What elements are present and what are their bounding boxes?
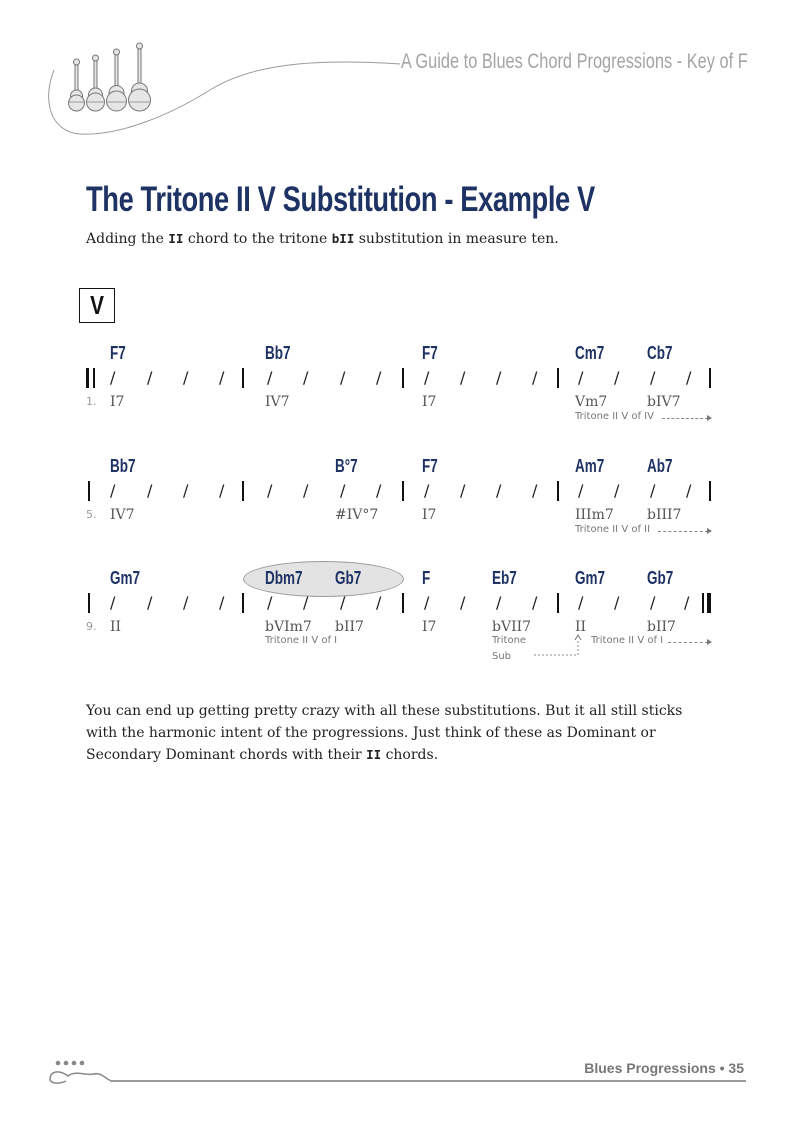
beat-slash: /: [303, 593, 309, 612]
beat-slash: /: [303, 368, 309, 387]
measure-number: 1.: [86, 395, 97, 408]
beat-slash: /: [110, 481, 116, 500]
roman-numeral: bVII7: [492, 619, 532, 635]
beat-slash: /: [219, 368, 225, 387]
example-label: V: [90, 290, 104, 320]
beat-slash: /: [424, 368, 430, 387]
chord-symbol: Cm7: [575, 343, 605, 363]
beat-slash: /: [147, 593, 153, 612]
roman-numeral: bIII7: [647, 507, 682, 523]
roman-numeral: Vm7: [575, 394, 608, 410]
start-repeat-bar-thin: [93, 368, 95, 388]
chord-symbol: Ab7: [647, 456, 673, 476]
bar-line: [88, 481, 90, 501]
footer-rule: [110, 1080, 746, 1082]
beat-slash: /: [614, 481, 620, 500]
measure-number: 5.: [86, 508, 97, 521]
chord-symbol: F7: [422, 343, 438, 363]
beat-slash: /: [496, 368, 502, 387]
beat-slash: /: [496, 593, 502, 612]
beat-slash: /: [183, 368, 189, 387]
beat-slash: /: [219, 593, 225, 612]
annotation-tritone: Tritone II V of IV: [575, 411, 654, 422]
intro-chord-ii: II: [168, 231, 184, 246]
beat-slash: /: [303, 481, 309, 500]
annotation-tritone: Tritone II V of I: [265, 635, 338, 646]
roman-numeral: bVIm7: [265, 619, 312, 635]
sub-connector-arrow-icon: [532, 634, 584, 658]
beat-slash: /: [424, 593, 430, 612]
beat-slash: /: [532, 368, 538, 387]
end-repeat-bar-thin: [702, 593, 704, 613]
roman-numeral: #IV°7: [335, 507, 379, 523]
beat-slash: /: [424, 481, 430, 500]
beat-slash: /: [110, 368, 116, 387]
beat-slash: /: [267, 368, 273, 387]
chord-symbol: Dbm7: [265, 568, 303, 588]
intro-chord-bii: bII: [331, 231, 355, 246]
roman-numeral: IV7: [110, 507, 135, 523]
annotation-sub-label: Sub: [492, 651, 512, 662]
beat-slash: /: [460, 481, 466, 500]
bar-line: [242, 481, 244, 501]
beat-slash: /: [496, 481, 502, 500]
roman-numeral: bII7: [335, 619, 364, 635]
chord-symbol: F7: [422, 456, 438, 476]
bar-line: [557, 368, 559, 388]
guitar-outline-footer-icon: [46, 1056, 116, 1088]
annotation-tritone: Tritone II V of I: [591, 635, 664, 646]
beat-slash: /: [147, 481, 153, 500]
bar-line: [557, 481, 559, 501]
bar-line: [88, 593, 90, 613]
beat-slash: /: [110, 593, 116, 612]
beat-slash: /: [460, 593, 466, 612]
beat-slash: /: [650, 481, 656, 500]
start-repeat-bar: [86, 368, 89, 388]
footer-separator: •: [719, 1060, 725, 1076]
beat-slash: /: [532, 593, 538, 612]
arrow-right-icon: [707, 639, 712, 645]
bar-line: [402, 481, 404, 501]
chord-symbol: Bb7: [110, 456, 136, 476]
bar-line: [242, 593, 244, 613]
roman-numeral: II: [110, 619, 122, 635]
beat-slash: /: [460, 368, 466, 387]
beat-slash: /: [614, 368, 620, 387]
beat-slash: /: [267, 481, 273, 500]
chord-symbol: Cb7: [647, 343, 673, 363]
paragraph-chord-ii: II: [366, 747, 382, 762]
chord-symbol: Gb7: [335, 568, 362, 588]
roman-numeral: IV7: [265, 394, 290, 410]
chord-symbol: Gb7: [647, 568, 674, 588]
beat-slash: /: [340, 368, 346, 387]
page-title: The Tritone II V Substitution - Example V: [86, 180, 595, 219]
bar-line: [557, 593, 559, 613]
chord-symbol: Gm7: [110, 568, 141, 588]
roman-numeral: I7: [110, 394, 125, 410]
roman-numeral: I7: [422, 394, 437, 410]
roman-numeral: bII7: [647, 619, 676, 635]
footer-section: Blues Progressions: [584, 1060, 716, 1076]
header-title: A Guide to Blues Chord Progressions - Key of F: [401, 50, 748, 73]
beat-slash: /: [340, 593, 346, 612]
beat-slash: /: [219, 481, 225, 500]
annotation-dashed-line: [668, 642, 708, 643]
page-number: 35: [728, 1060, 744, 1076]
beat-slash: /: [578, 481, 584, 500]
roman-numeral: I7: [422, 507, 437, 523]
footer-page-label: [584, 1060, 744, 1076]
beat-slash: /: [376, 481, 382, 500]
measure-number: 9.: [86, 620, 97, 633]
annotation-tritone: Tritone II V of II: [575, 524, 651, 535]
beat-slash: /: [686, 481, 692, 500]
example-label-box: [79, 288, 115, 323]
bar-line: [709, 481, 711, 501]
beat-slash: /: [684, 593, 690, 612]
bar-line: [402, 593, 404, 613]
beat-slash: /: [578, 368, 584, 387]
chord-symbol: F: [422, 568, 431, 588]
beat-slash: /: [340, 481, 346, 500]
beat-slash: /: [376, 368, 382, 387]
roman-numeral: I7: [422, 619, 437, 635]
chord-symbol: Gm7: [575, 568, 606, 588]
chord-symbol: Bb7: [265, 343, 291, 363]
roman-numeral: IIIm7: [575, 507, 614, 523]
beat-slash: /: [267, 593, 273, 612]
beat-slash: /: [183, 481, 189, 500]
chord-symbol: F7: [110, 343, 126, 363]
arrow-right-icon: [707, 415, 712, 421]
bar-line: [709, 368, 711, 388]
beat-slash: /: [578, 593, 584, 612]
beat-slash: /: [650, 368, 656, 387]
intro-text: Adding the II chord to the tritone bII substitution in measure ten.: [86, 231, 559, 247]
end-repeat-bar: [707, 593, 711, 613]
roman-numeral: bIV7: [647, 394, 681, 410]
annotation-tritone-label: Tritone: [492, 635, 527, 646]
beat-slash: /: [614, 593, 620, 612]
beat-slash: /: [376, 593, 382, 612]
beat-slash: /: [686, 368, 692, 387]
beat-slash: /: [147, 368, 153, 387]
chord-symbol: Eb7: [492, 568, 517, 588]
bar-line: [242, 368, 244, 388]
chord-symbol: Am7: [575, 456, 605, 476]
chord-symbol: B°7: [335, 456, 358, 476]
annotation-dashed-line: [658, 531, 708, 532]
body-paragraph: You can end up getting pretty crazy with all these substitutions. But it all still sticks with the harmonic intent of the progressions. Just think of these as Dominant or Secondary Dominant chords with their II chords.: [86, 703, 683, 763]
bar-line: [402, 368, 404, 388]
beat-slash: /: [650, 593, 656, 612]
ukulele-family-logo: [40, 40, 400, 140]
arrow-right-icon: [707, 528, 712, 534]
roman-numeral: II: [575, 619, 587, 635]
beat-slash: /: [532, 481, 538, 500]
beat-slash: /: [183, 593, 189, 612]
annotation-dashed-line: [662, 418, 708, 419]
